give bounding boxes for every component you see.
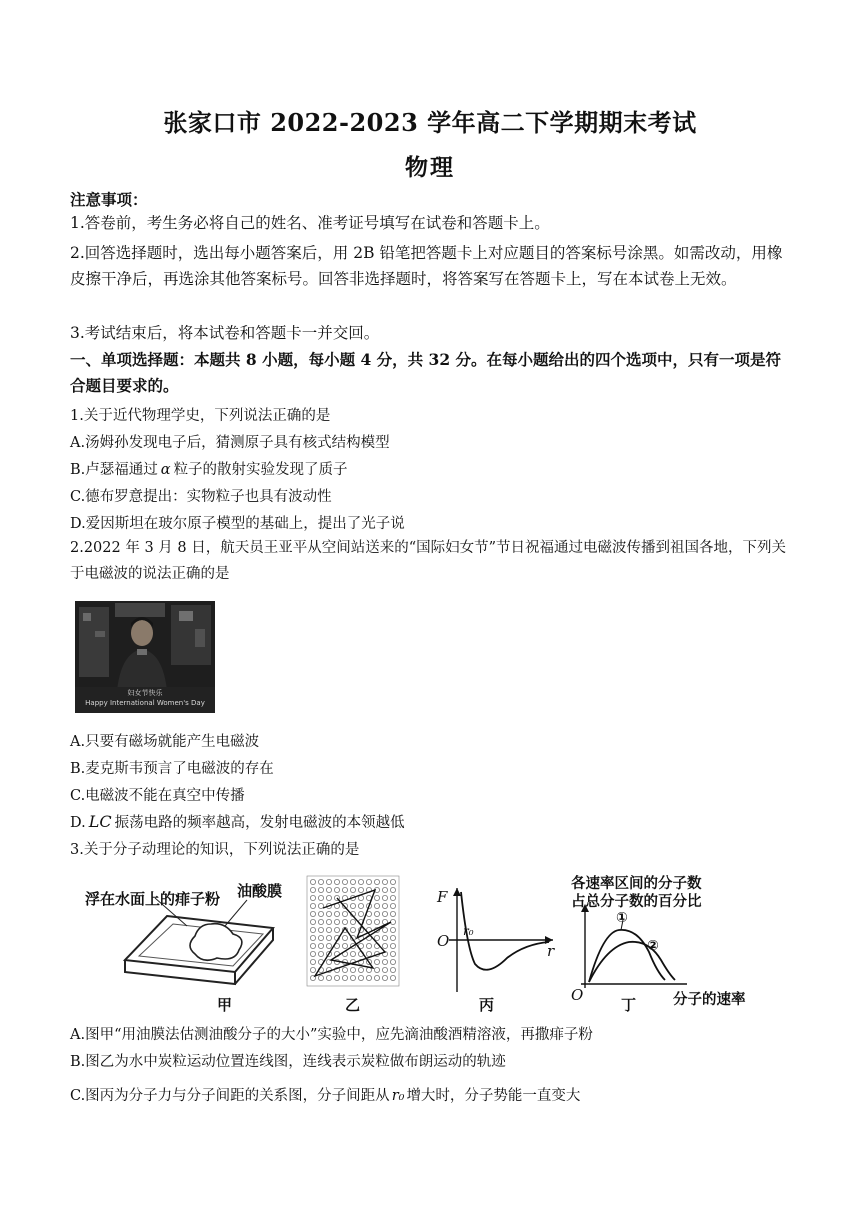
- fig-ding-chart: [581, 904, 687, 988]
- q2-option-d: [70, 811, 405, 832]
- notice-heading: 注意事项：: [70, 190, 148, 209]
- fig-ding-x-label: 分子的速率: [673, 992, 746, 1008]
- q1-option-b-pre: B.卢瑟福通过: [70, 462, 158, 478]
- r0-symbol: r₀: [391, 1088, 405, 1104]
- q1-option-b: [70, 458, 348, 479]
- fig-bing-chart: [449, 888, 553, 992]
- astronaut-photo: [75, 601, 215, 713]
- q2-option-c: C.电磁波不能在真空中传播: [70, 788, 245, 804]
- q2-option-d-pre: D.: [70, 815, 86, 831]
- fig-ding-title-2: 占总分子数的百分比: [571, 894, 702, 910]
- photo-caption-en: Happy International Women's Day: [85, 699, 205, 707]
- q2-option-b: B.麦克斯韦预言了电磁波的存在: [70, 761, 274, 777]
- fig-bing-o-label: O: [437, 932, 450, 950]
- fig-jia-label-film: 油酸膜: [237, 882, 283, 900]
- q2-option-d-post: 振荡电路的频率越高，发射电磁波的本领越低: [114, 815, 405, 831]
- fig-bing-caption: 丙: [479, 996, 495, 1014]
- fig-bing-r-label: r: [547, 942, 555, 960]
- q3-option-c: [70, 1084, 580, 1105]
- fig-ding-curve-2: ②: [647, 938, 659, 954]
- q1-option-b-post: 粒子的散射实验发现了质子: [173, 462, 348, 478]
- q3-option-a: A.图甲“用油膜法估测油酸分子的大小”实验中，应先滴油酸酒精溶液，再撒痱子粉: [70, 1027, 593, 1043]
- fig-ding-title-1: 各速率区间的分子数: [571, 876, 702, 892]
- section-1-heading: 一、单项选择题：本题共 8 小题，每小题 4 分，共 32 分。在每小题给出的四个选项中，只有一项是符合题目要求的。: [70, 350, 782, 395]
- fig-ding-caption: 丁: [621, 996, 637, 1014]
- photo-caption-cn: 妇女节快乐: [127, 689, 163, 697]
- fig-yi-grid: [307, 876, 399, 986]
- fig-jia-caption: 甲: [217, 996, 233, 1014]
- q2-option-a: A.只要有磁场就能产生电磁波: [70, 734, 260, 750]
- q3-option-c-post: 增大时，分子势能一直变大: [406, 1088, 581, 1104]
- q1-option-d: D.爱因斯坦在玻尔原子模型的基础上，提出了光子说: [70, 516, 405, 532]
- fig-ding-curve-1: ①: [616, 910, 628, 926]
- q3-option-b: B.图乙为水中炭粒运动位置连线图，连线表示炭粒做布朗运动的轨迹: [70, 1054, 506, 1070]
- q3-option-c-pre: C.图丙为分子力与分子间距的关系图，分子间距从: [70, 1088, 390, 1104]
- notice-item-2: 2.回答选择题时，选出每小题答案后，用 2B 铅笔把答题卡上对应题目的答案标号涂黑。如需改动，用橡皮擦干净后，再选涂其他答案标号。回答非选择题时，将答案写在答题卡上，写在本试卷上无效。: [70, 244, 783, 288]
- exam-title: 张家口市 2022-2023 学年高二下学期期末考试: [163, 108, 697, 137]
- fig-jia-label-powder: 浮在水面上的痱子粉: [85, 890, 221, 908]
- fig-yi-caption: 乙: [345, 996, 361, 1014]
- fig-jia-tray: [125, 898, 273, 984]
- exam-subject: 物理: [405, 154, 455, 181]
- notice-item-3: 3.考试结束后，将本试卷和答题卡一并交回。: [70, 324, 380, 342]
- q2-stem: 2.2022 年 3 月 8 日，航天员王亚平从空间站送来的“国际妇女节”节日祝福通过电磁波传播到祖国各地，下列关于电磁波的说法正确的是: [70, 540, 787, 582]
- alpha-symbol: α: [160, 462, 171, 478]
- fig-bing-f-label: F: [437, 888, 448, 906]
- q3-stem: 3.关于分子动理论的知识，下列说法正确的是: [70, 842, 360, 858]
- q3-figure-strip: [75, 868, 765, 1013]
- fig-bing-r0-label: r₀: [463, 924, 474, 938]
- q1-stem: 1.关于近代物理学史，下列说法正确的是: [70, 408, 331, 424]
- notice-item-1: 1.答卷前，考生务必将自己的姓名、准考证号填写在试卷和答题卡上。: [70, 214, 550, 232]
- q1-option-a: A.汤姆孙发现电子后，猜测原子具有核式结构模型: [70, 435, 390, 451]
- fig-ding-o-label: O: [571, 986, 584, 1004]
- lc-symbol: LC: [88, 812, 112, 831]
- q1-option-c: C.德布罗意提出：实物粒子也具有波动性: [70, 489, 332, 505]
